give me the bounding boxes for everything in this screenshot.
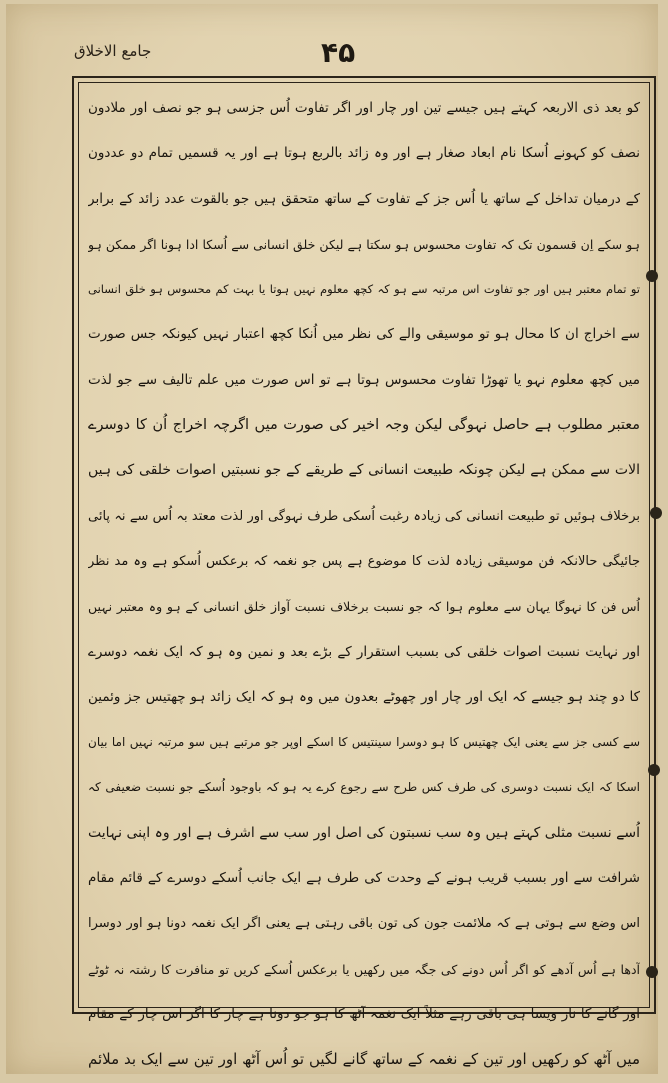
text-line: نصف کو کہونے اُسکا نام ابعاد صغار ہے اور وہ زائد بالربع ہوتا ہے اور یہ قسمیں تمام دو عددون bbox=[88, 145, 640, 162]
page-header bbox=[66, 36, 634, 72]
text-line: کا دو چند ہو جیسے کہ ایک اور چار اور چھوٹے بعدون میں وہ ہو کہ ایک زائد ہو چھتیس جز وئمین bbox=[88, 688, 640, 705]
text-line: میں آٹھ کو رکھیں اور تین کے نغمہ کے ساتھ گانے لگیں تو اُس آٹھ اور تین سے ایک بد ملائم bbox=[88, 1050, 640, 1069]
binding-hole bbox=[646, 966, 658, 978]
text-line: اس وضع سے ہوتی ہے کہ ملائمت جون کی تون باقی رہتی ہے یعنی اگر ایک نغمہ دونا ہو اور دوسرا bbox=[88, 916, 640, 932]
text-line: تو تمام معتبر ہیں اور جو تفاوت اس مرتبہ سے ہو کہ کچھ معلوم نہیں ہوتا یا بہت کم محسوس ہو خلق انسانی bbox=[88, 282, 640, 297]
text-line: سے اخراج ان کا محال ہو تو موسیقی والے کی نظر میں اُنکا کچھ اعتبار نہیں کیونکہ جس صورت bbox=[88, 326, 640, 343]
text-line: شرافت سے اور بسبب قریب ہونے کے وحدت کی طرف ہے ایک جانب اُسکے دوسرے کے قائم مقام bbox=[88, 870, 640, 887]
text-line: اسکا کہ ایک نسبت دوسری کی طرف کس طرح سے رجوع کرے یہ ہو کہ باوجود اُسکے جو نسبت ضعیفی کہ bbox=[88, 780, 640, 795]
text-line: معتبر مطلوب ہے حاصل نہوگی لیکن وجہ اخیر کی صورت میں اگرچہ اخراج اُن کا دوسرے bbox=[88, 417, 640, 434]
text-line: کے درمیان تداخل کے ساتھ یا اُس جز کے تفاوت کے ساتھ متحقق ہیں جو بالقوت عدد زائد کے برابر bbox=[88, 190, 640, 207]
body-text bbox=[88, 86, 640, 1083]
text-line: میں کچھ معلوم نہو یا تھوڑا تفاوت محسوس ہوتا ہے تو اس صورت میں علم تالیف سے جو لذت bbox=[88, 371, 640, 388]
running-head: جامع الاخلاق bbox=[74, 42, 152, 60]
text-line: اُس فن کا نہوگا یہان سے معلوم ہوا کہ جو نسبت برخلاف نسبت آواز خلق انسانی کے ہو وہ معتبر نہیں bbox=[88, 599, 640, 615]
text-frame bbox=[72, 76, 656, 1069]
text-line: جائیگی حالانکہ فن موسیقی زیادہ لذت کا موضوع ہے پس جو نغمہ کہ برعکس اُسکو ہے وہ مد نظر bbox=[88, 553, 640, 569]
binding-hole bbox=[648, 764, 660, 776]
text-line: سے کسی جز سے یعنی ایک چھتیس کا ہو دوسرا سینتیس کا اسکے اوپر جو مرتبے ہیں سو مرتبہ نہیں اما بیان bbox=[88, 735, 640, 750]
book-page bbox=[6, 4, 658, 1074]
binding-hole bbox=[646, 270, 658, 282]
binding-hole bbox=[650, 507, 662, 519]
text-line: اُسے نسبت مثلی کہتے ہیں وہ سب نسبتون کی اصل اور سب سے اشرف ہے اور وہ اپنی نہایت bbox=[88, 824, 640, 841]
text-line: کو بعد ذی الاربعہ کہتے ہیں جیسے تین اور چار اور اگر تفاوت اُس جزسی ہو جو نصف اور ملادون bbox=[88, 100, 640, 116]
text-line: برخلاف ہوئیں تو طبیعت انسانی کی زیادہ رغبت اُسکی طرف نہوگی اور لذت معتد بہ اُس سے نہ پائی bbox=[88, 508, 640, 524]
text-line: اور نہایت نسبت اصوات خلقی کی بسبب استقرار کے بڑے بعد و نمین وہ ہو کہ ایک نغمہ دوسرے bbox=[88, 643, 640, 660]
page-number: ۴۵ bbox=[321, 36, 356, 69]
text-line: اور گانے کا ناز ویسا ہی باقی رہے مثلاً ایک نغمہ آٹھ کا ہو جو دونا ہے چار کا اگر اس چار کے مقام bbox=[88, 1005, 640, 1022]
text-line: الات سے ممکن ہے لیکن چونکہ طبیعت انسانی کے طریقے کے جو نسبتیں اصوات خلقی کی ہیں bbox=[88, 462, 640, 479]
text-line: ہو سکے اِن قسمون تک کہ تفاوت محسوس ہو سکتا ہے لیکن خلق انسانی سے اُسکا ادا ہونا اگر ممکن ہو bbox=[88, 236, 640, 252]
text-line: آدھا ہے اُس آدھے کو اگر اُس دونے کی جگہ میں رکھیں یا برعکس اُسکے کریں تو منافرت کا رشتہ نہ ٹوٹے bbox=[88, 961, 640, 977]
